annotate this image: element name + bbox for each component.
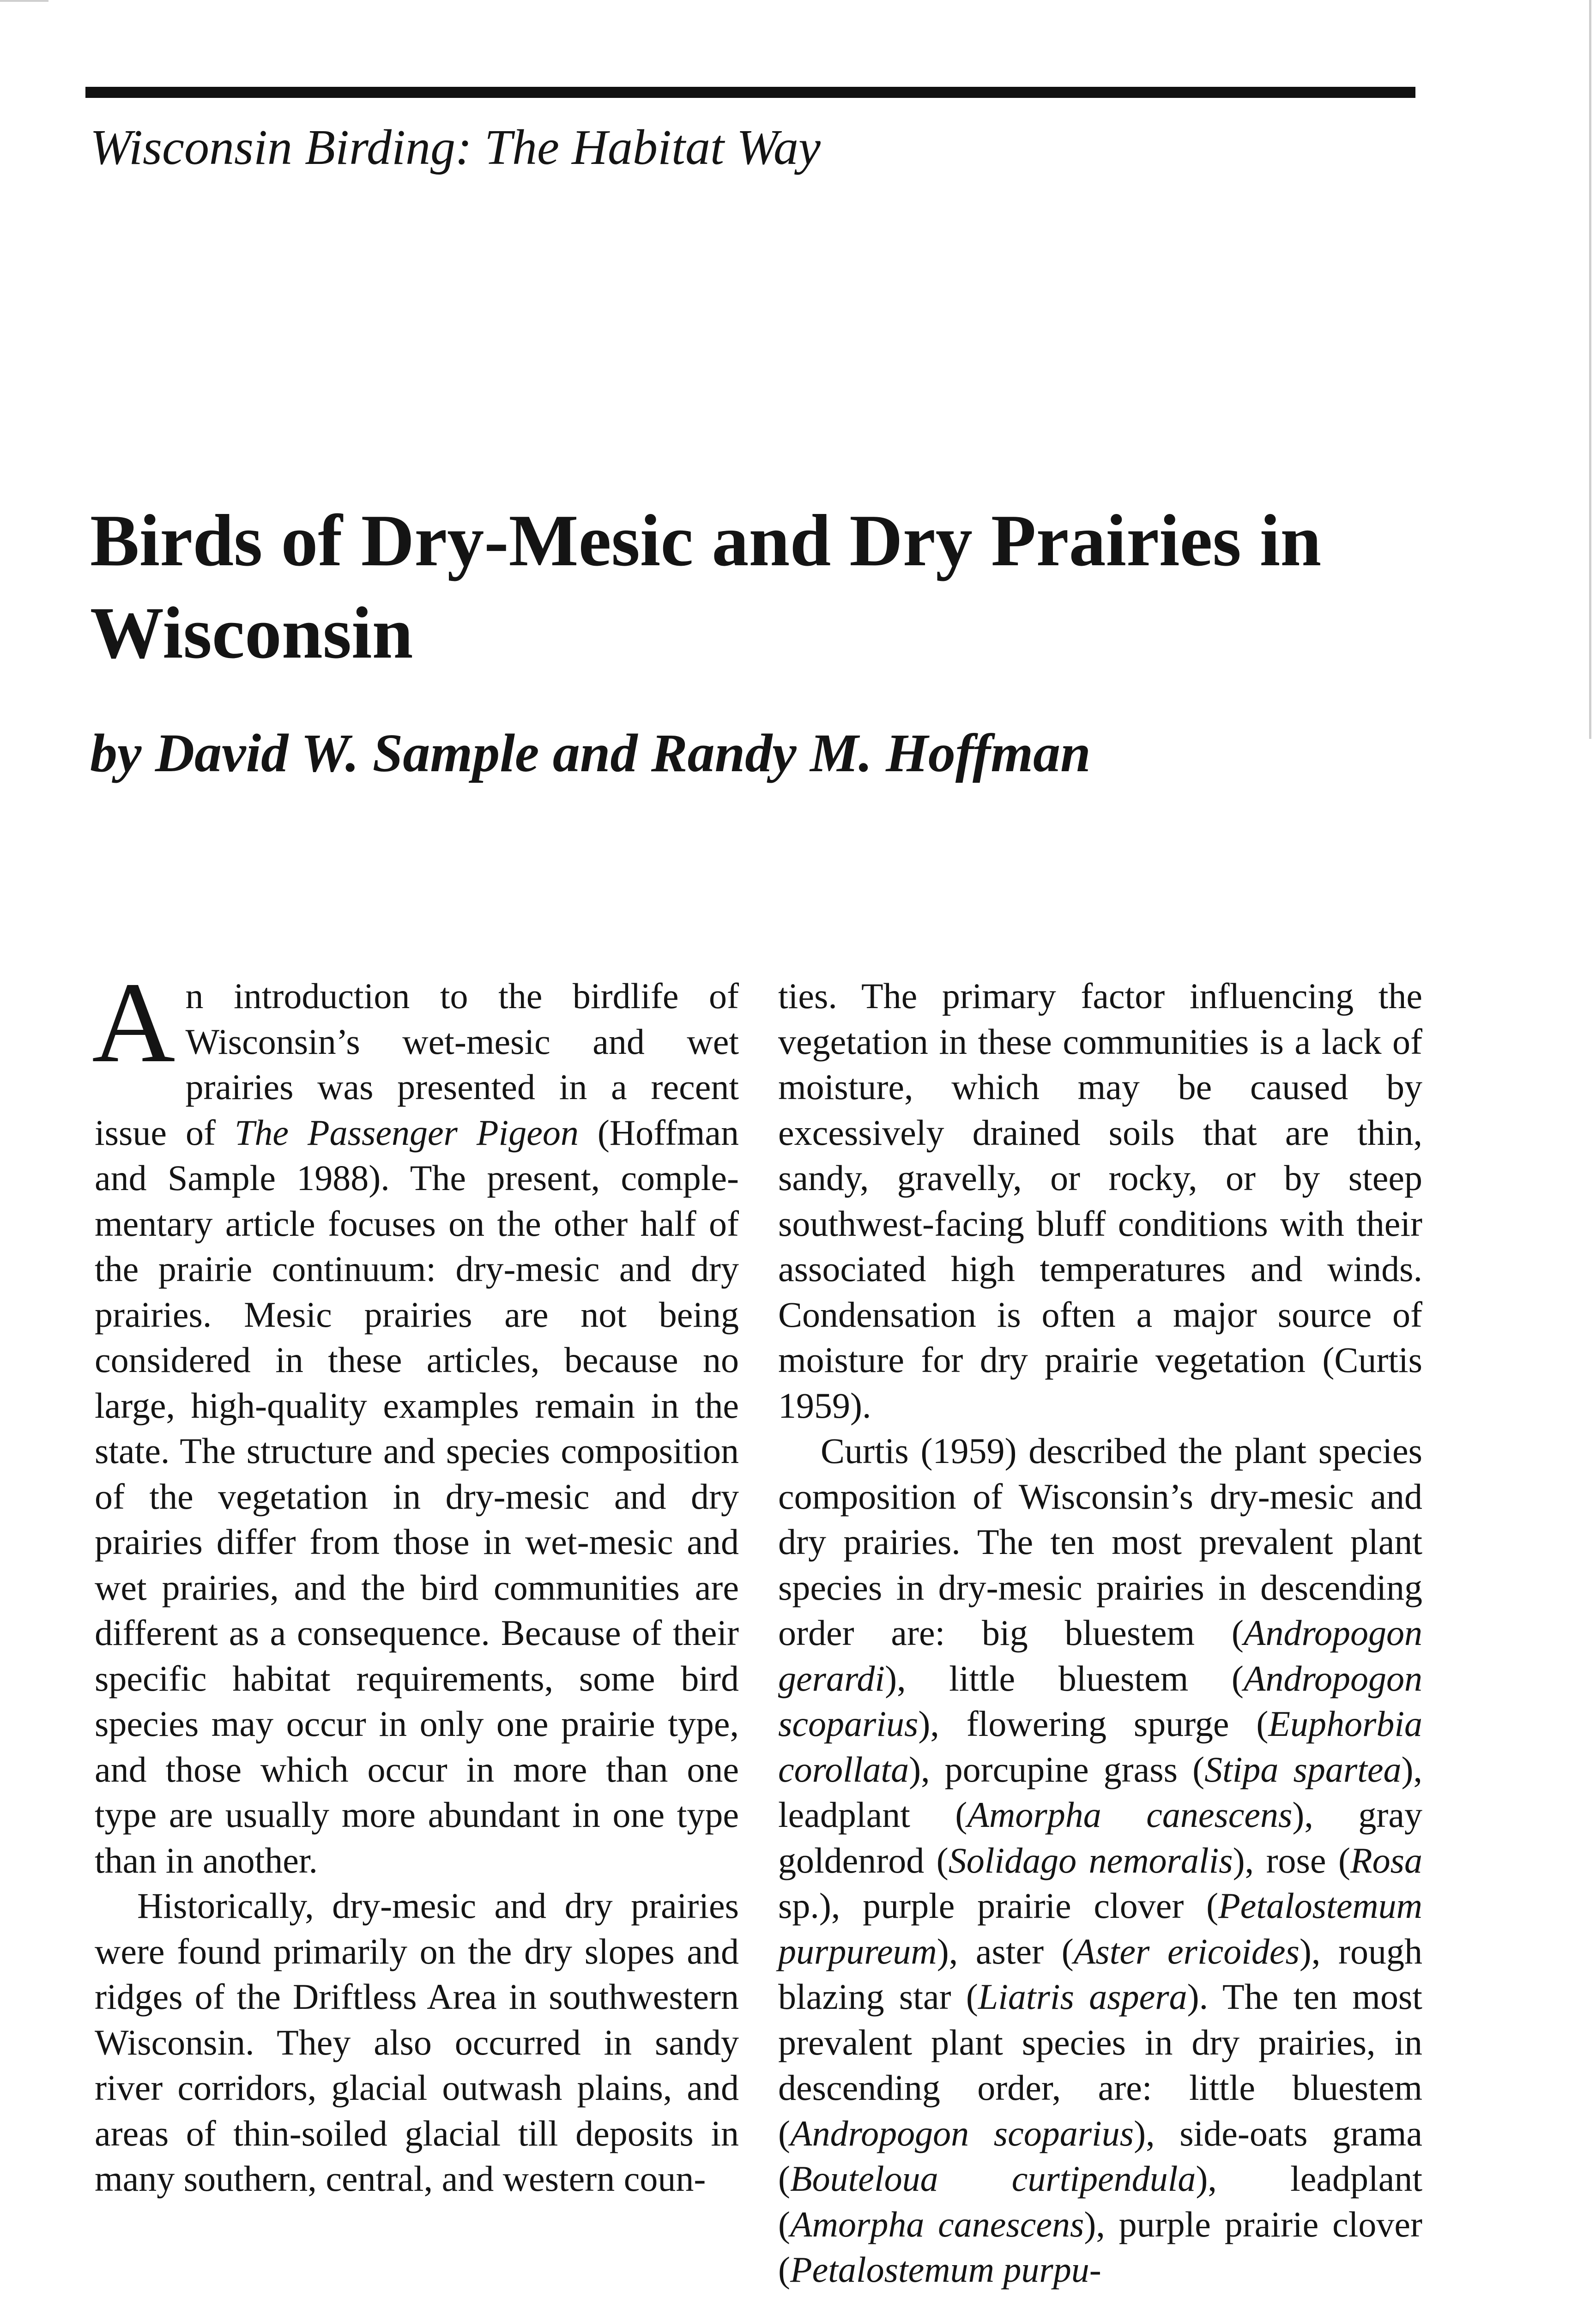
paragraph-historically-continued: ties. The primary factor influencing the vegetation in these communities is a lack of moisture, which may be caused by excessively drained soils that are thin, sandy, gravelly, or rocky, or by steep southwest-facing bluff conditions with their associated high temperatures and winds. Condensation is often a major source of moisture for dry prairie vegetation (Curtis 1959).: [778, 976, 1422, 1426]
species-name: Petalostemum purpureum: [778, 1886, 1422, 1971]
series-title: Wisconsin Birding: The Habitat Way: [90, 120, 821, 175]
text-run: ), flowering spurge (: [918, 1704, 1269, 1744]
text-run: ), porcupine grass (: [909, 1749, 1205, 1789]
species-name: Euphorbia corollata: [778, 1704, 1422, 1789]
text-run: ). The ten most prevalent plant species in dry prairies, in descending order, are: little bluestem (: [778, 1977, 1422, 2153]
species-name: Bouteloua curtipendula: [790, 2158, 1196, 2199]
journal-title: The Passenger Pigeon: [234, 1112, 579, 1153]
article-title: Birds of Dry-Mesic and Dry Prairies in Wisconsin: [90, 499, 1322, 674]
species-name: Liatris aspera: [978, 1977, 1187, 2017]
drop-cap: A: [92, 959, 175, 1087]
text-run: ), aster (: [937, 1931, 1074, 1971]
text-run: ), rose (: [1233, 1840, 1350, 1880]
species-name: Rosa: [1350, 1840, 1422, 1880]
species-name: Andropogon scoparius: [790, 2113, 1134, 2153]
species-name: Petalostemum purpu-: [790, 2249, 1101, 2290]
page-edge-line: [1589, 0, 1591, 739]
text-run: ), leadplant (: [778, 2158, 1422, 2244]
species-name: Andropogon gerardi: [778, 1613, 1422, 1699]
species-name: Stipa spartea: [1204, 1749, 1402, 1789]
header-rule: [85, 87, 1415, 98]
species-name: Solidago nemoralis: [948, 1840, 1233, 1880]
species-name: Amorpha canescens: [967, 1795, 1293, 1835]
body-column-left: [92, 959, 739, 2202]
text-run: ), side-oats grama (: [778, 2113, 1422, 2199]
byline: by David W. Sample and Randy M. Hoffman: [90, 723, 1091, 783]
body-column-right: [778, 973, 1422, 2293]
species-name: Amorpha canescens: [790, 2204, 1084, 2244]
text-run: Curtis (1959) described the plant species composition of Wisconsin’s dry-mesic and dry prairies. The ten most prevalent plant species in dry-mesic prairies in descending order are: big bluestem (: [778, 1431, 1422, 1653]
paragraph-historically: Historically, dry-mesic and dry prairies were found primarily on the dry slopes and ridges of the Driftless Area in southwestern Wisconsin. They also occurred in sandy river corridors, glacial outwash plains, and areas of thin-soiled glacial till deposits in many southern, central, and western coun-: [95, 1886, 739, 2199]
species-name: Aster ericoides: [1073, 1931, 1300, 1971]
scan-corner-mark: [0, 0, 48, 2]
paragraph-curtis: [778, 1428, 1422, 2293]
species-name: Andropogon scoparius: [778, 1658, 1422, 1744]
intro-text-continued: (Hoffman and Sample 1988). The present, complementary article focuses on the other half of the prairie continuum: dry-mesic and dry prairies. Mesic prairies are not being considered in these articles, because no large, high-quality examples remain in the state. The structure and species composition of the vegetation in dry-mesic and dry prairies differ from those in wet-mesic and wet prairies, and the bird communities are different as a consequence. Because of their specific habitat requirements, some bird species may occur in only one prairie type, and those which occur in more than one type are usually more abundant in one type than in another.: [95, 1112, 739, 1880]
text-run: ), leadplant (: [778, 1749, 1422, 1835]
paragraph-introduction: [92, 959, 739, 1883]
text-run: ), rough blazing star (: [778, 1931, 1422, 2017]
text-run: ), purple prairie clover (: [778, 2204, 1422, 2290]
text-run: ), little bluestem (: [885, 1658, 1244, 1699]
intro-text: n introduction to the birdlife of Wisconsin’s wet-mesic and wet prairies was presented in a recent issue of: [95, 976, 739, 1153]
text-run: sp.), purple prairie clover (: [778, 1886, 1219, 1926]
text-run: ), gray goldenrod (: [778, 1795, 1422, 1880]
